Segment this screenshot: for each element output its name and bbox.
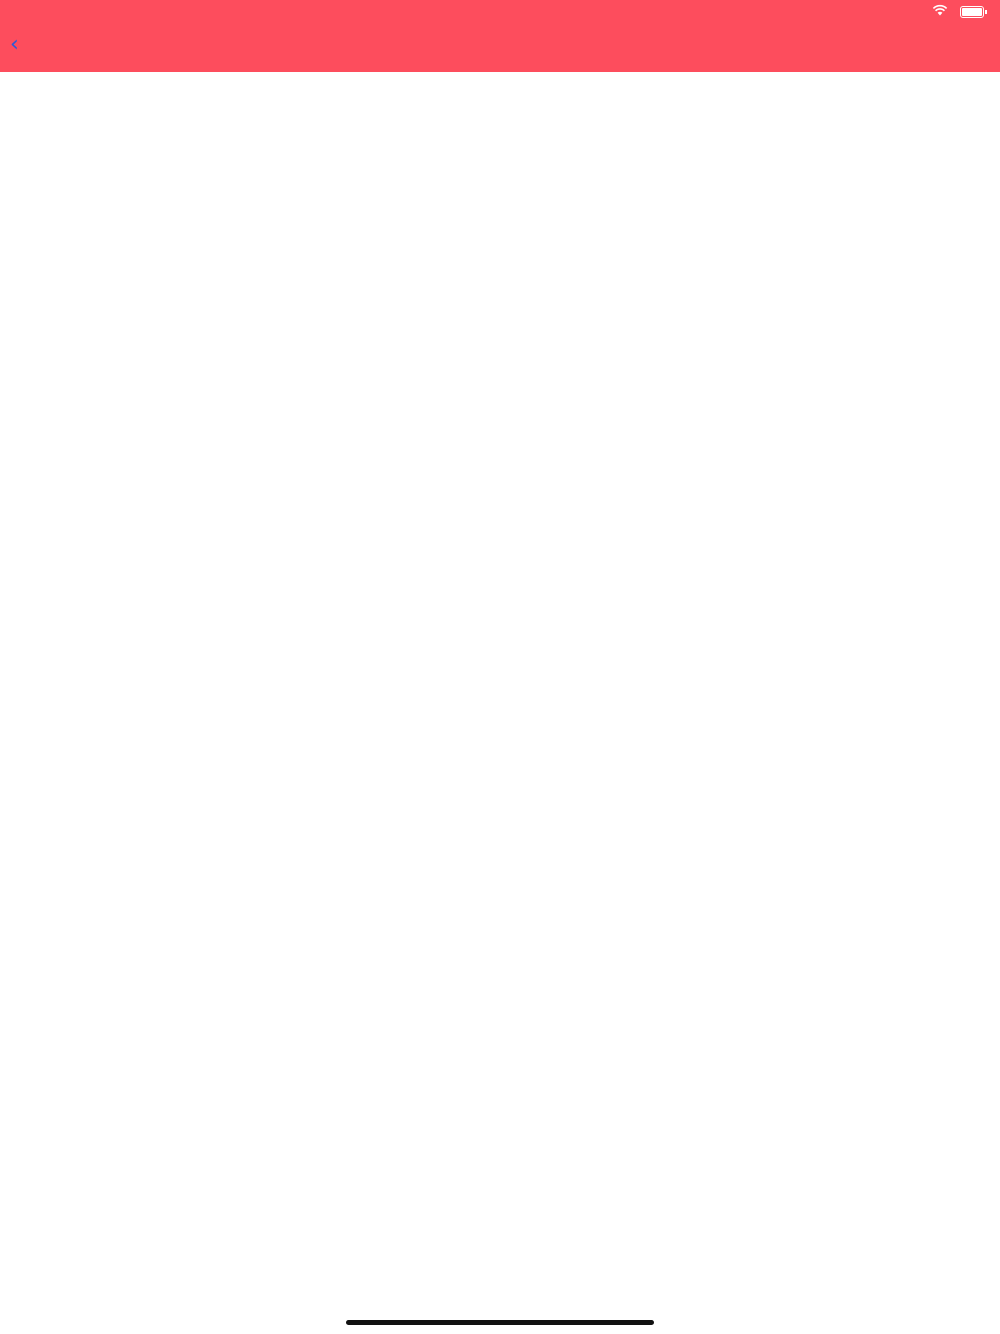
back-button[interactable] bbox=[10, 34, 23, 56]
navigation-bar bbox=[0, 0, 1000, 72]
battery-icon bbox=[960, 6, 984, 18]
home-indicator bbox=[346, 1320, 654, 1325]
status-right bbox=[932, 4, 984, 19]
wifi-icon bbox=[932, 4, 948, 19]
status-bar bbox=[0, 0, 1000, 24]
chevron-left-icon: ‹ bbox=[10, 32, 19, 57]
